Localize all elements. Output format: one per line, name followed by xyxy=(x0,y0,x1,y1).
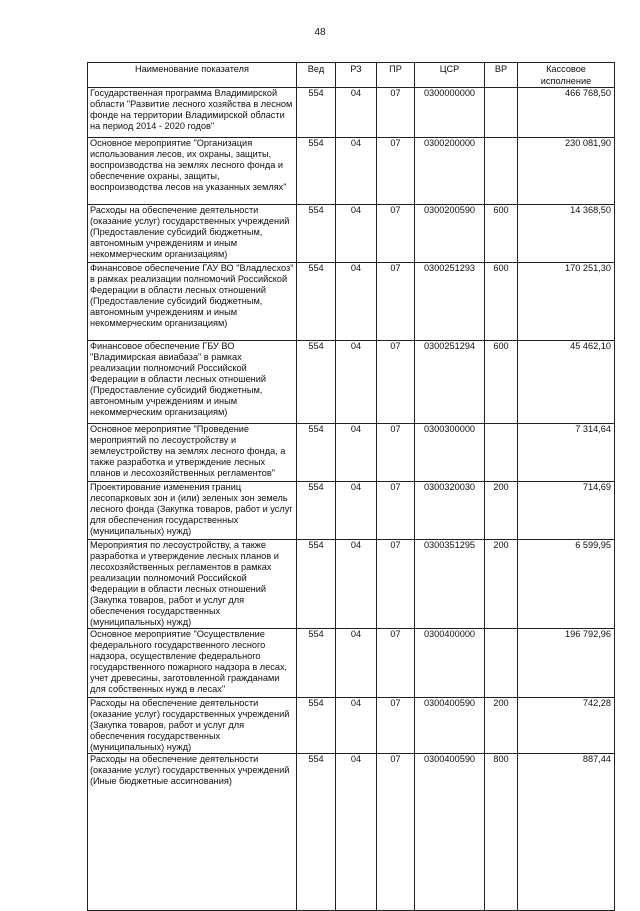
table-row xyxy=(88,540,615,629)
row-vr: 800 xyxy=(485,754,518,911)
row-ved: 554 xyxy=(297,88,336,138)
row-rz: 04 xyxy=(336,88,377,138)
row-pr: 07 xyxy=(377,424,415,482)
row-rz: 04 xyxy=(336,540,377,629)
row-vr: 200 xyxy=(485,540,518,629)
row-vr xyxy=(485,629,518,698)
row-amount: 7 314,64 xyxy=(518,424,615,482)
row-vr: 600 xyxy=(485,341,518,424)
row-rz: 04 xyxy=(336,205,377,263)
row-ved: 554 xyxy=(297,263,336,341)
row-csr: 0300000000 xyxy=(415,88,485,138)
row-pr: 07 xyxy=(377,88,415,138)
table-header-row xyxy=(88,63,615,88)
page-number: 48 xyxy=(314,27,326,38)
row-csr: 0300251294 xyxy=(415,341,485,424)
row-amount: 196 792,96 xyxy=(518,629,615,698)
row-pr: 07 xyxy=(377,138,415,205)
row-csr: 0300400590 xyxy=(415,754,485,911)
row-amount: 887,44 xyxy=(518,754,615,911)
row-ved: 554 xyxy=(297,205,336,263)
row-ved: 554 xyxy=(297,540,336,629)
row-amount: 14 368,50 xyxy=(518,205,615,263)
header-indicator-name: Наименование показателя xyxy=(88,63,297,88)
row-rz: 04 xyxy=(336,138,377,205)
row-amount: 170 251,30 xyxy=(518,263,615,341)
row-rz: 04 xyxy=(336,424,377,482)
row-pr: 07 xyxy=(377,629,415,698)
header-expense-type: ВР xyxy=(485,63,518,88)
table-row xyxy=(88,205,615,263)
row-ved: 554 xyxy=(297,629,336,698)
row-amount: 714,69 xyxy=(518,482,615,540)
row-rz: 04 xyxy=(336,263,377,341)
row-pr: 07 xyxy=(377,205,415,263)
row-vr xyxy=(485,424,518,482)
row-csr: 0300320030 xyxy=(415,482,485,540)
row-csr: 0300351295 xyxy=(415,540,485,629)
row-ved: 554 xyxy=(297,341,336,424)
row-rz: 04 xyxy=(336,754,377,911)
header-section: РЗ xyxy=(336,63,377,88)
row-ved: 554 xyxy=(297,754,336,911)
row-name: Проектирование изменения границ лесопарковых зон и (или) зеленых зон земель лесного фонда (Закупка товаров, работ и услуг для обеспечения государственных (муниципальных) нужд) xyxy=(88,482,297,540)
row-pr: 07 xyxy=(377,341,415,424)
row-csr: 0300400000 xyxy=(415,629,485,698)
row-vr: 600 xyxy=(485,263,518,341)
row-ved: 554 xyxy=(297,424,336,482)
row-rz: 04 xyxy=(336,698,377,754)
row-amount: 45 462,10 xyxy=(518,341,615,424)
row-name: Расходы на обеспечение деятельности (оказание услуг) государственных учреждений (Иные бюджетные ассигнования) xyxy=(88,754,297,911)
row-csr: 0300200000 xyxy=(415,138,485,205)
row-name: Основное мероприятие "Осуществление федерального государственного лесного надзора, осуществление федерального государственного пожарного надзора в лесах, учет древесины, заготовленной гражданами для собственных нужд в лесах" xyxy=(88,629,297,698)
row-pr: 07 xyxy=(377,263,415,341)
row-pr: 07 xyxy=(377,754,415,911)
row-csr: 0300400590 xyxy=(415,698,485,754)
row-name: Расходы на обеспечение деятельности (оказание услуг) государственных учреждений (Закупка товаров, работ и услуг для обеспечения государственных (муниципальных) нужд) xyxy=(88,698,297,754)
table-row xyxy=(88,88,615,138)
table-row xyxy=(88,263,615,341)
row-vr: 600 xyxy=(485,205,518,263)
header-target-article: ЦСР xyxy=(415,63,485,88)
row-amount: 230 081,90 xyxy=(518,138,615,205)
row-name: Расходы на обеспечение деятельности (оказание услуг) государственных учреждений (Предоставление субсидий бюджетным, автономным учреждениям и иным некоммерческим организациям) xyxy=(88,205,297,263)
table-row xyxy=(88,482,615,540)
table-row xyxy=(88,698,615,754)
row-amount: 6 599,95 xyxy=(518,540,615,629)
row-csr: 0300251293 xyxy=(415,263,485,341)
row-name: Мероприятия по лесоустройству, а также разработка и утверждение лесных планов и лесохозяйственных регламентов в рамках реализации полномочий Российской Федерации в области лесных отношений (Закупка товаров, работ и услуг для обеспечения государственных (муниципальных) нужд) xyxy=(88,540,297,629)
row-name: Финансовое обеспечение ГАУ ВО "Владлесхоз" в рамках реализации полномочий Российской Федерации в области лесных отношений (Предоставление субсидий бюджетным, автономным учреждениям и иным некоммерческим организациям) xyxy=(88,263,297,341)
header-cash-execution: Кассовое исполнение xyxy=(518,63,615,88)
row-vr xyxy=(485,88,518,138)
row-ved: 554 xyxy=(297,698,336,754)
row-csr: 0300300000 xyxy=(415,424,485,482)
budget-execution-table xyxy=(87,62,615,911)
row-name: Государственная программа Владимирской области "Развитие лесного хозяйства в лесном фонде на территории Владимирской области на период 2014 - 2020 годов" xyxy=(88,88,297,138)
row-ved: 554 xyxy=(297,482,336,540)
row-rz: 04 xyxy=(336,629,377,698)
row-vr: 200 xyxy=(485,698,518,754)
table-row xyxy=(88,754,615,911)
table-row xyxy=(88,138,615,205)
row-pr: 07 xyxy=(377,698,415,754)
row-vr xyxy=(485,138,518,205)
table-row xyxy=(88,629,615,698)
row-name: Финансовое обеспечение ГБУ ВО "Владимирская авиабаза" в рамках реализации полномочий Российской Федерации в области лесных отношений (Предоставление субсидий бюджетным, автономным учреждениям и иным некоммерческим организациям) xyxy=(88,341,297,424)
table-row xyxy=(88,341,615,424)
row-rz: 04 xyxy=(336,482,377,540)
row-name: Основное мероприятие "Проведение мероприятий по лесоустройству и землеустройству на землях лесного фонда, а также разработка и утверждение лесных планов и лесохозяйственных регламентов" xyxy=(88,424,297,482)
row-vr: 200 xyxy=(485,482,518,540)
row-csr: 0300200590 xyxy=(415,205,485,263)
row-ved: 554 xyxy=(297,138,336,205)
header-department: Вед xyxy=(297,63,336,88)
row-amount: 466 768,50 xyxy=(518,88,615,138)
row-pr: 07 xyxy=(377,482,415,540)
row-pr: 07 xyxy=(377,540,415,629)
row-name: Основное мероприятие "Организация использования лесов, их охраны, защиты, воспроизводства на землях лесного фонда и обеспечение охраны, защиты, воспроизводства лесов на указанных землях" xyxy=(88,138,297,205)
row-amount: 742,28 xyxy=(518,698,615,754)
row-rz: 04 xyxy=(336,341,377,424)
table-row xyxy=(88,424,615,482)
header-subsection: ПР xyxy=(377,63,415,88)
